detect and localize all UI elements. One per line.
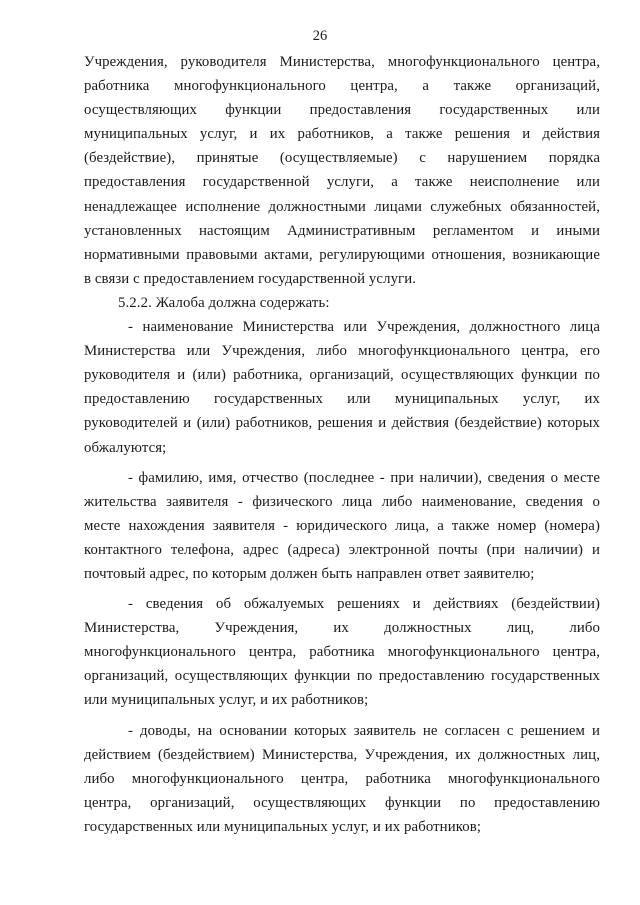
text-line: руководителей и (или) работников, решения и действия (бездействие) которых xyxy=(84,415,600,432)
text-line: жительства заявителя - физического лица либо наименование, сведения о xyxy=(84,493,600,510)
text-line: руководителя и (или) работника, организаций, осуществляющих функции по xyxy=(84,367,600,384)
document-body xyxy=(84,50,600,839)
text-line: предоставления государственной услуги, а также неисполнение или xyxy=(84,174,600,191)
text-line: обжалуются; xyxy=(84,439,167,456)
text-line: или муниципальных услуг, и их работников; xyxy=(84,692,369,709)
text-line: месте нахождения заявителя - юридического лица, а также номер (номера) xyxy=(84,517,600,534)
text-line: либо многофункционального центра, работника многофункционального xyxy=(84,770,600,787)
page-number: 26 xyxy=(312,28,328,44)
text-line: контактного телефона, адрес (адреса) электронной почты (при наличии) и xyxy=(84,541,600,558)
text-line: предоставлению государственных или муниципальных услуг, их xyxy=(84,391,600,408)
text-line: многофункционального центра, работника многофункционального центра, xyxy=(84,644,600,661)
paragraph-continuation xyxy=(84,50,600,291)
text-line: действием (бездействием) Министерства, Учреждения, их должностных лиц, xyxy=(84,746,600,763)
text-line: ненадлежащее исполнение должностными лицами служебных обязанностей, xyxy=(84,198,600,215)
text-line: Министерства, Учреждения, их должностных лиц, либо xyxy=(84,620,600,637)
text-line: работника многофункционального центра, а также организаций, xyxy=(84,78,600,95)
text-line: почтовый адрес, по которым должен быть направлен ответ заявителю; xyxy=(84,565,535,582)
text-line: Министерства или Учреждения, либо многофункционального центра, его xyxy=(84,343,600,360)
text-line: - наименование Министерства или Учреждения, должностного лица xyxy=(128,319,600,336)
text-line: нормативными правовыми актами, регулирующими отношения, возникающие xyxy=(84,246,600,263)
text-line: (бездействие), принятые (осуществляемые) с нарушением порядка xyxy=(84,150,600,167)
text-line: организаций, осуществляющих функции по предоставлению государственных xyxy=(84,668,600,685)
text-line: Учреждения, руководителя Министерства, многофункционального центра, xyxy=(84,54,600,70)
text-line: государственных или муниципальных услуг, и их работников; xyxy=(84,818,482,835)
text-line: - фамилию, имя, отчество (последнее - при наличии), сведения о месте xyxy=(128,469,600,486)
section-heading-5-2-2 xyxy=(84,291,600,315)
list-item-name xyxy=(84,315,600,460)
text-line: - сведения об обжалуемых решениях и действиях (бездействии) xyxy=(128,596,600,613)
list-item-applicant xyxy=(84,466,600,586)
text-line: - доводы, на основании которых заявитель не согласен с решением и xyxy=(128,722,600,739)
list-item-decisions xyxy=(84,592,600,712)
text-line: муниципальных услуг, и их работников, а также решения и действия xyxy=(84,126,600,143)
text-line: в связи с предоставлением государственной услуги. xyxy=(84,270,417,287)
text-line: установленных настоящим Административным регламентом и иными xyxy=(84,222,600,239)
list-item-arguments xyxy=(84,719,600,839)
text-line: 5.2.2. Жалоба должна содержать: xyxy=(118,294,330,311)
text-line: центра, организаций, осуществляющих функции по предоставлению xyxy=(84,794,600,811)
text-line: осуществляющих функции предоставления государственных или xyxy=(84,102,600,119)
